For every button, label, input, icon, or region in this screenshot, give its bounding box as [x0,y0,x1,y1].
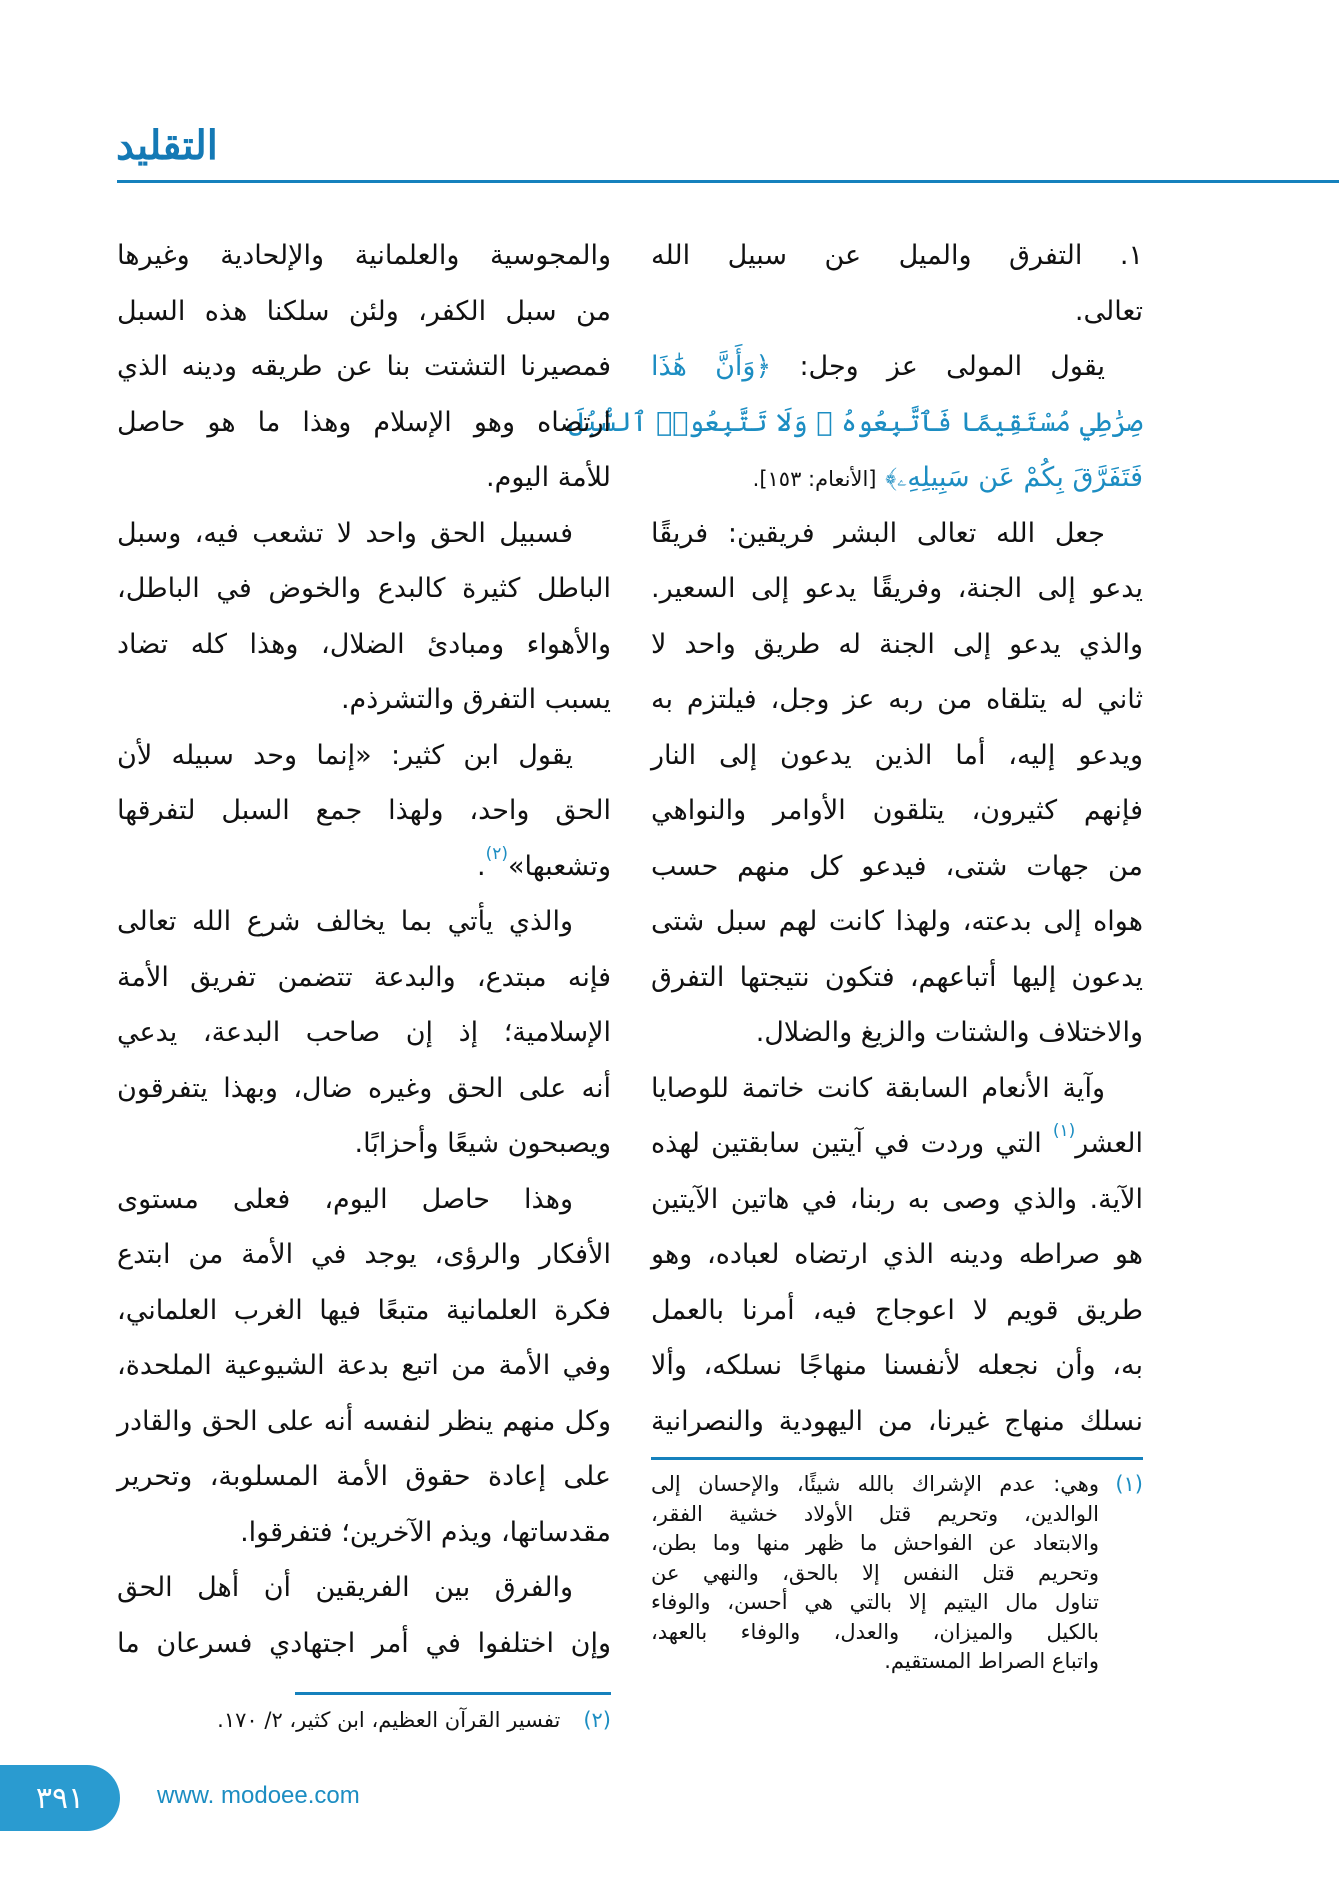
text-line: للأمة اليوم. [486,462,611,493]
text-line: به، وأن نجعله لأنفسنا منهاجًا نسلكه، وألا [651,1350,1143,1381]
text-line [651,1116,1143,1172]
text-span: يقول المولى عز وجل: [771,351,1105,382]
text-line: والمجوسية والعلمانية والإلحادية وغيرها [117,240,611,271]
footnote-ref[interactable]: (٢) [485,843,508,864]
text-line: نسلك منهاج غيرنا، من اليهودية والنصرانية [651,1405,1143,1437]
footnote-number: (١) [1115,1472,1143,1496]
text-line: أنه على الحق وغيره ضال، وبهذا يتفرقون [117,1072,611,1104]
text-line: يدعون إليها أتباعهم، فتكون نتيجتها التفرق [651,961,1143,993]
footnote-text: وهي: عدم الإشراك بالله شيئًا، والإحسان إلى [651,1472,1099,1496]
text-line [117,839,611,895]
text-line: ١. التفرق والميل عن سبيل الله [651,240,1143,271]
footnote-line: والابتعاد عن الفواحش ما ظهر منها وما بطن، [651,1531,1099,1555]
left-column [117,228,611,1671]
text-span: وتشعبها» [507,850,611,882]
text-line: ويدعو إليه، أما الذين يدعون إلى النار [651,739,1143,771]
text-line: وإن اختلفوا في أمر اجتهادي فسرعان ما [117,1627,611,1659]
footnote-2 [117,1706,611,1736]
text-line: والذي يأتي بما يخالف شرع الله تعالى [117,906,573,937]
quran-verse: ﴿وَأَنَّ هَٰذَا [651,351,772,382]
website-link[interactable]: www. modoee.com [157,1782,360,1809]
text-line: تعالى. [1074,295,1143,327]
text-line: فكرة العلمانية متبعًا فيها الغرب العلماني، [117,1294,611,1326]
text-line [568,395,1143,451]
text-line: يقول ابن كثير: «إنما وحد سبيله لأن [117,739,573,771]
text-line: طريق قويم لا اعوجاج فيه، أمرنا بالعمل [651,1294,1143,1326]
text-line: ويصبحون شيعًا وأحزابًا. [354,1128,611,1159]
quran-verse: فَتَفَرَّقَ بِكُمْ عَن سَبِيلِهِۦ﴾ [876,462,1143,493]
text-line: الأفكار والرؤى، يوجد في الأمة من ابتدع [117,1239,611,1270]
chapter-title: التقليد [116,122,218,169]
text-line: والأهواء ومبادئ الضلال، وهذا كله تضاد [117,628,611,660]
header-divider [117,180,1339,183]
text-span: . [476,850,486,882]
page-number-badge [0,1765,120,1831]
text-line [651,339,1143,395]
footnote-1 [651,1470,1143,1677]
text-line: هواه إلى بدعته، ولهذا كانت لهم سبل شتى [651,906,1143,937]
footnote-line: الوالدين، وتحريم قتل الأولاد خشية الفقر، [651,1501,1099,1526]
quran-verse: صِرَٰطِي مُسْتَقِيمًا فَٱتَّبِعُوهُ ۖ وَلَا تَتَّبِعُوا۟ ٱلسُّبُلَ [568,406,1143,438]
footnote-text: تفسير القرآن العظيم، ابن كثير، ٢/ ١٧٠. [217,1708,561,1732]
footnote-line: واتباع الصراط المستقيم. [884,1649,1099,1673]
text-line: الإسلامية؛ إذ إن صاحب البدعة، يدعي [117,1017,611,1048]
text-line: وهذا حاصل اليوم، فعلى مستوى [117,1183,573,1215]
verse-reference: [الأنعام: ١٥٣]. [752,467,877,491]
text-span: العشر [1075,1128,1143,1159]
text-line: يسبب التفرق والتشرذم. [340,684,611,715]
text-line: ارتضاه وهو الإسلام وهذا ما هو حاصل [117,406,611,438]
text-line: الحق واحد، ولهذا جمع السبل لتفرقها [117,795,611,826]
text-line [651,450,1143,506]
text-line: فمصيرنا التشتت بنا عن طريقه ودينه الذي [117,351,611,382]
page-number: ٣٩١ [35,1780,85,1816]
footnote-line: بالكيل والميزان، والعدل، والوفاء بالعهد، [651,1619,1099,1644]
text-line: من سبل الكفر، ولئن سلكنا هذه السبل [117,295,611,327]
text-line: وآية الأنعام السابقة كانت خاتمة للوصايا [651,1072,1105,1104]
text-line: هو صراطه ودينه الذي ارتضاه لعباده، وهو [651,1239,1143,1270]
text-line: فسبيل الحق واحد لا تشعب فيه، وسبل [117,517,573,549]
footnote-line: وتحريم قتل النفس إلا بالحق، والنهي عن [651,1560,1099,1585]
text-line: من جهات شتى، فيدعو كل منهم حسب [651,850,1143,882]
text-line: مقدساتها، ويذم الآخرين؛ فتفرقوا. [240,1516,611,1548]
text-line: جعل الله تعالى البشر فريقين: فريقًا [651,517,1105,549]
text-line: على إعادة حقوق الأمة المسلوبة، وتحرير [117,1461,611,1492]
text-line: وكل منهم ينظر لنفسه أنه على الحق والقادر [117,1405,611,1437]
footnote-separator-left [295,1692,611,1695]
text-line: ثاني له يتلقاه من ربه عز وجل، فيلتزم به [651,684,1143,715]
footnote-ref[interactable]: (١) [1052,1121,1076,1141]
text-line: والذي يدعو إلى الجنة له طريق واحد لا [651,628,1143,660]
right-column [568,228,1143,1449]
footnote-line [651,1470,1143,1500]
text-line: والفرق بين الفريقين أن أهل الحق [117,1572,573,1603]
footnote-number: (٢) [583,1708,611,1732]
footnote-line: تناول مال اليتيم إلا بالتي هي أحسن، والوفاء [651,1590,1099,1614]
text-span: التي وردت في آيتين سابقتين لهذه [651,1128,1053,1159]
text-line: الباطل كثيرة كالبدع والخوض في الباطل، [117,573,611,604]
footnote-separator-right [651,1457,1143,1460]
text-line: فإنهم كثيرون، يتلقون الأوامر والنواهي [651,795,1143,826]
text-line: فإنه مبتدع، والبدعة تتضمن تفريق الأمة [117,961,611,993]
text-line: وفي الأمة من اتبع بدعة الشيوعية الملحدة، [117,1350,611,1381]
text-line: الآية. والذي وصى به ربنا، في هاتين الآيتين [651,1183,1143,1215]
text-line: والاختلاف والشتات والزيغ والضلال. [755,1017,1143,1048]
text-line: يدعو إلى الجنة، وفريقًا يدعو إلى السعير. [651,573,1143,604]
